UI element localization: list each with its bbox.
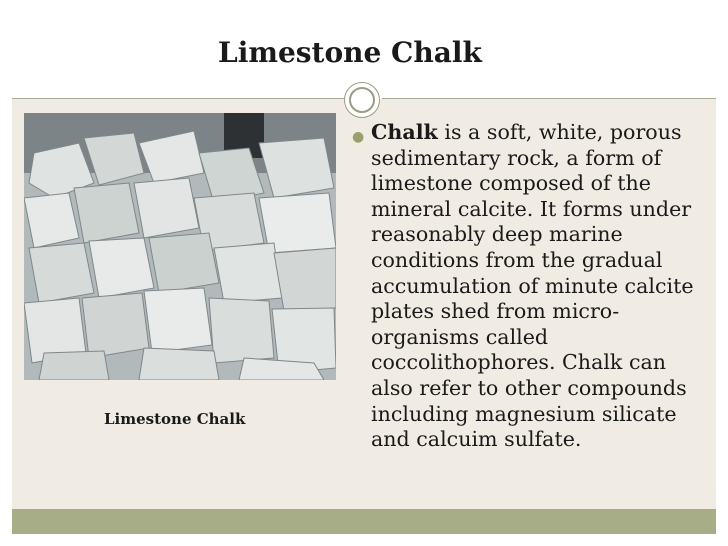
bullet-lead-term: Chalk — [371, 120, 438, 144]
chalk-rocks-illustration — [24, 113, 336, 380]
bullet-text — [371, 120, 711, 453]
bullet-body: is a soft, white, porous sedimentary rock, a form of limestone composed of the mineral calcite. It forms under reasonably deep marine conditions from the gradual accumulation of minute calcite plates shed from micro-organisms called coccolithophores. Chalk can also refer to other compounds including magnesium silicate and calcuim sulfate. — [371, 120, 694, 452]
image-caption: Limestone Chalk — [104, 410, 246, 428]
circle-ornament-icon — [344, 82, 380, 118]
footer-band — [12, 509, 716, 534]
bullet-icon: ● — [352, 129, 365, 145]
chalk-rocks-photo — [24, 113, 336, 380]
slide-title: Limestone Chalk — [218, 36, 482, 69]
